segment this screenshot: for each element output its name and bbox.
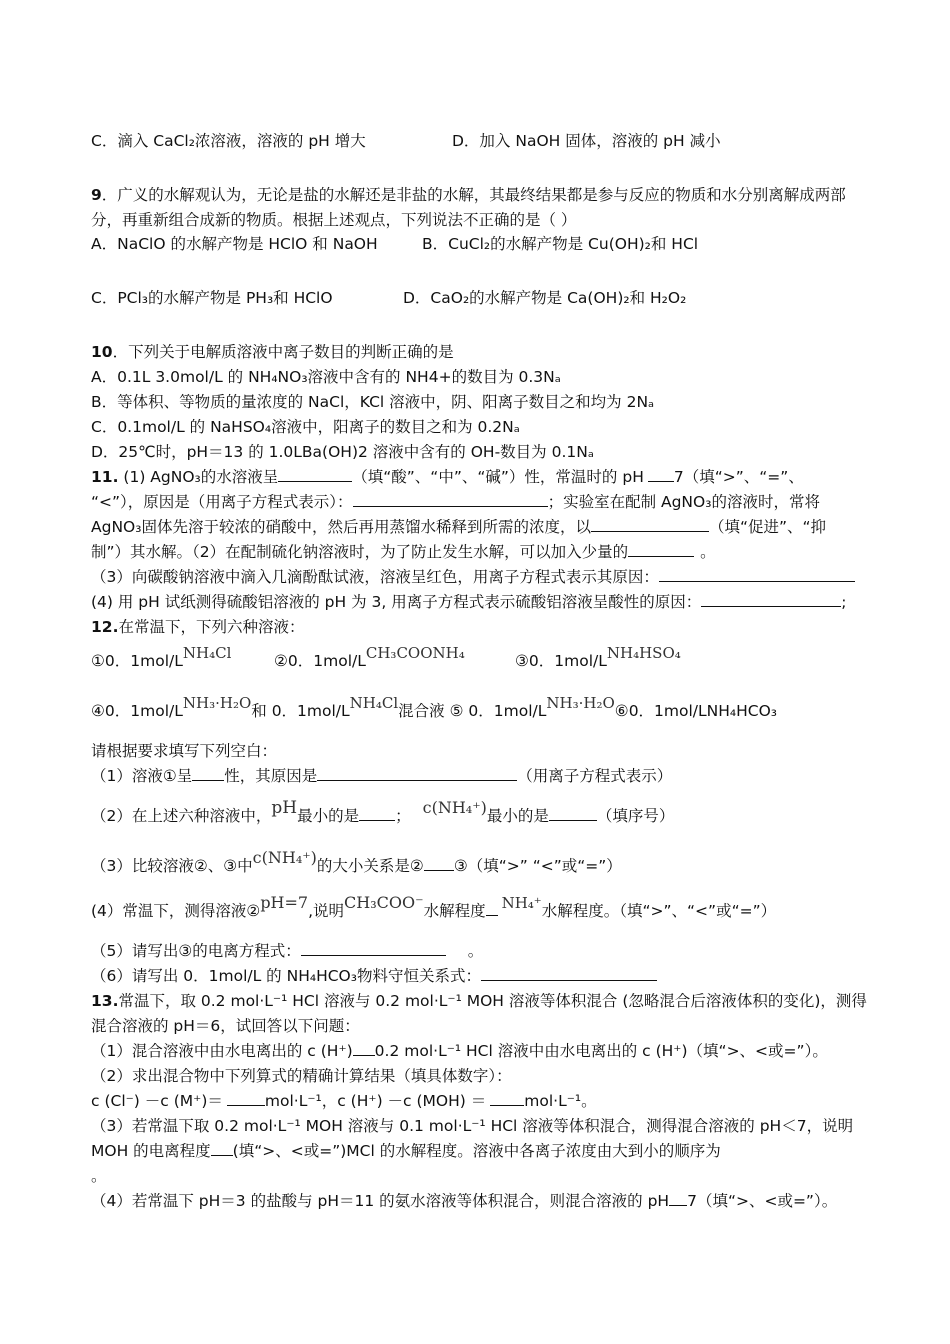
- q13-part-1: [91, 1040, 828, 1062]
- q10-stem: [91, 341, 454, 363]
- solution-4-formula-2: NH₄Cl: [349, 694, 399, 712]
- q12-part-6: [91, 965, 657, 987]
- answer-blank[interactable]: [278, 467, 352, 482]
- q10-option-b-text: B．等体积、等物质的量浓度的 NaCl，KCl 溶液中，阴、阳离子数目之和均为 2Nₐ: [91, 393, 655, 411]
- q9-option-d: [403, 287, 686, 309]
- solution-2-label: ②0．1mol/L: [274, 652, 366, 670]
- q10-option-b: [91, 391, 654, 413]
- answer-blank[interactable]: [227, 1091, 265, 1106]
- answer-blank[interactable]: [353, 492, 548, 507]
- answer-blank[interactable]: [648, 467, 674, 482]
- q10-option-c: [91, 416, 520, 438]
- q12-p6-text: （6）请写出 0．1mol/L 的 NH₄HCO₃物料守恒关系式：: [91, 967, 481, 985]
- q11-text-5: （3）向碳酸钠溶液中滴入几滴酚酞试液，溶液呈红色，用离子方程式表示其原因：: [91, 568, 659, 586]
- q13-part-2: [91, 1065, 512, 1087]
- q11-text-4a: 制”）其水解。（2）在配制硫化钠溶液时，为了防止发生水解，可以加入少量的: [91, 543, 629, 561]
- q12-p1-text-c: （用离子方程式表示）: [517, 767, 673, 785]
- q12-request: [91, 740, 277, 762]
- q11-text-6a: (4) 用 pH 试纸测得硫酸铝溶液的 pH 为 3, 用离子方程式表示硫酸铝溶液呈酸性的原因：: [91, 593, 702, 611]
- q13-p3-text-a: （3）若常温下取 0.2 mol·L⁻¹ MOH 溶液与 0.1 mol·L⁻¹ HCl 溶液等体积混合，测得混合溶液的 pH＜7，说明: [91, 1117, 854, 1135]
- answer-blank[interactable]: [301, 941, 446, 956]
- q11-number: 11.: [91, 468, 119, 486]
- solution-1-label: ①0．1mol/L: [91, 652, 183, 670]
- q10-option-d: [91, 441, 594, 463]
- q13-stem-2: [91, 1015, 360, 1037]
- q10-number: 10: [91, 343, 113, 361]
- q11-line-3: [91, 516, 826, 538]
- solution-5-label: 混合液 ⑤ 0．1mol/L: [398, 702, 547, 720]
- q9-text-1: ．广义的水解观认为，无论是盐的水解还是非盐的水解，其最终结果都是参与反应的物质和水分别离解成两部: [101, 186, 846, 204]
- q11-line-6: [91, 591, 846, 613]
- q13-p2-expr-b: mol·L⁻¹，c (H⁺) －c (MOH) ＝: [264, 1092, 487, 1110]
- q13-part-4: [91, 1190, 837, 1212]
- answer-blank[interactable]: [628, 542, 694, 557]
- q12-p5-text-b: 。: [467, 942, 484, 960]
- answer-blank[interactable]: [486, 901, 498, 916]
- q13-part-3: [91, 1115, 853, 1137]
- solution-4-text: 和 0．1mol/L: [251, 702, 350, 720]
- q13-p3-text-b: MOH 的电离程度: [91, 1142, 211, 1160]
- q13-p2-expr-c: mol·L⁻¹。: [524, 1092, 597, 1110]
- q13-p2-expr-a: c (Cl⁻) －c (M⁺)＝: [91, 1092, 223, 1110]
- q12-solution-3: [515, 644, 681, 672]
- q9-stem-2: [91, 209, 576, 231]
- option-c: C．滴入 CaCl₂浓溶液，溶液的 pH 增大: [91, 132, 366, 150]
- q11-text-1c: 7（填“>”、“=”、: [673, 468, 804, 486]
- q11-line-4: [91, 541, 716, 563]
- q9-option-d-text: D．CaO₂的水解产物是 Ca(OH)₂和 H₂O₂: [403, 289, 687, 307]
- q13-p2-text: （2）求出混合物中下列算式的精确计算结果（填具体数字）：: [91, 1067, 512, 1085]
- q11-text-4b: 。: [700, 543, 716, 561]
- q10-option-a: [91, 366, 561, 388]
- answer-blank[interactable]: [591, 517, 709, 532]
- q11-line-1: [91, 466, 804, 488]
- q11-text-3a: AgNO₃固体先溶于较浓的硝酸中，然后再用蒸馏水稀释到所需的浓度，以: [91, 518, 591, 536]
- q11-text-1a: (1) AgNO₃的水溶液呈: [123, 468, 279, 486]
- q13-p3-text-c: (填“>、<或=”)MCl 的水解程度。溶液中各离子浓度由大到小的顺序为: [232, 1142, 721, 1160]
- q12-part-2: [91, 798, 675, 827]
- q10-option-c-text: C．0.1mol/L 的 NaHSO₄溶液中，阳离子的数目之和为 0.2Nₐ: [91, 418, 520, 436]
- answer-blank[interactable]: [192, 766, 224, 781]
- q13-p1-text-a: （1）混合溶液中由水电离出的 c (H⁺): [91, 1042, 353, 1060]
- q12-p2-text-a: （2）在上述六种溶液中，: [91, 807, 272, 825]
- q12-text: 在常温下，下列六种溶液：: [118, 618, 305, 636]
- answer-blank[interactable]: [659, 567, 855, 582]
- q13-part-3-c: [91, 1165, 107, 1187]
- q12-p3-text-c: ③（填“>” “<”或“=”）: [453, 857, 622, 875]
- q10-option-d-text: D．25℃时，pH＝13 的 1.0LBa(OH)2 溶液中含有的 OH-数目为 0.1Nₐ: [91, 443, 594, 461]
- solution-4-label: ④0．1mol/L: [91, 702, 183, 720]
- ph-equals-7-formula: pH=7: [260, 893, 309, 912]
- q13-part-2-answers: [91, 1090, 597, 1112]
- solution-3-formula: NH₄HSO₄: [606, 644, 681, 662]
- solution-3-label: ③0．1mol/L: [515, 652, 607, 670]
- q12-solution-2: [274, 644, 465, 672]
- q12-stem: [91, 616, 304, 638]
- q12-part-5: [91, 940, 483, 962]
- q12-p5-text-a: （5）请写出③的电离方程式：: [91, 942, 301, 960]
- q13-p4-text-b: 7（填“>、<或=”）。: [687, 1192, 838, 1210]
- q12-p2-text-c: ；: [395, 807, 411, 825]
- option-d: D．加入 NaOH 固体，溶液的 pH 减小: [452, 132, 721, 150]
- q11-text-6b: ;: [841, 593, 847, 611]
- answer-blank[interactable]: [211, 1141, 233, 1156]
- q12-p1-text-b: 性，其原因是: [224, 767, 318, 785]
- q12-p3-text-a: （3）比较溶液②、③中: [91, 857, 253, 875]
- ammonium-concentration-formula: c(NH₄⁺): [422, 798, 487, 817]
- option-d-line: [452, 130, 721, 152]
- q9-text-2: 分，再重新组合成新的物质。根据上述观点，下列说法不正确的是（ ）: [91, 211, 577, 229]
- q13-text-1: 常温下，取 0.2 mol·L⁻¹ HCl 溶液与 0.2 mol·L⁻¹ MOH 溶液等体积混合 (忽略混合后溶液体积的变化)，测得: [118, 992, 867, 1010]
- q9-option-b: [422, 233, 698, 255]
- q12-solutions-row-1: [91, 644, 232, 672]
- q13-p4-text-a: （4）若常温下 pH＝3 的盐酸与 pH＝11 的氨水溶液等体积混合，则混合溶液的 pH: [91, 1192, 670, 1210]
- q12-request-text: 请根据要求填写下列空白：: [91, 742, 278, 760]
- ammonium-formula: NH₄⁺: [501, 894, 542, 912]
- q9-option-b-text: B．CuCl₂的水解产物是 Cu(OH)₂和 HCl: [422, 235, 699, 253]
- answer-blank[interactable]: [353, 1041, 375, 1056]
- q13-text-2: 混合溶液的 pH＝6，试回答以下问题：: [91, 1017, 360, 1035]
- q9-stem-1: [91, 184, 846, 206]
- q12-number: 12.: [91, 618, 119, 636]
- solution-4-formula: NH₃·H₂O: [182, 694, 252, 712]
- q12-p4-text-d: 水解程度。（填“>”、“<”或“=”）: [541, 902, 777, 920]
- q12-part-4: [91, 893, 777, 922]
- q13-stem-1: [91, 990, 867, 1012]
- q12-p2-text-d: 最小的是: [486, 807, 549, 825]
- q12-p2-text-b: 最小的是: [297, 807, 360, 825]
- q12-p2-text-e: （填序号）: [596, 807, 675, 825]
- q9-option-c-text: C．PCl₃的水解产物是 PH₃和 HClO: [91, 289, 333, 307]
- q12-p4-text-b: ,说明: [308, 902, 345, 920]
- q9-option-c: [91, 287, 333, 309]
- answer-blank[interactable]: [481, 966, 657, 981]
- q13-number: 13.: [91, 992, 119, 1010]
- q9-option-a-text: A．NaClO 的水解产物是 HClO 和 NaOH: [91, 235, 378, 253]
- answer-blank[interactable]: [701, 592, 841, 607]
- solution-1-formula: NH₄Cl: [182, 644, 232, 662]
- answer-blank[interactable]: [669, 1191, 687, 1206]
- q9-option-a: [91, 233, 378, 255]
- q12-p4-text-c: 水解程度: [423, 902, 486, 920]
- q11-text-2a: “<”），原因是（用离子方程式表示）：: [91, 493, 353, 511]
- q13-p3-text-d: 。: [91, 1167, 107, 1185]
- q12-part-1: [91, 765, 672, 787]
- answer-blank[interactable]: [359, 806, 395, 821]
- solution-6-label: ⑥0．1mol/LNH₄HCO₃: [614, 702, 778, 720]
- q11-text-2b: ；实验室在配制 AgNO₃的溶液时，常将: [547, 493, 820, 511]
- q9-number: 9: [91, 186, 102, 204]
- q10-text: ．下列关于电解质溶液中离子数目的判断正确的是: [112, 343, 454, 361]
- q12-p4-text-a: (4）常温下，测得溶液②: [91, 902, 261, 920]
- q10-option-a-text: A．0.1L 3.0mol/L 的 NH₄NO₃溶液中含有的 NH4+的数目为 0.3Nₐ: [91, 368, 561, 386]
- answer-blank[interactable]: [549, 806, 597, 821]
- solution-5-formula: NH₃·H₂O: [546, 694, 615, 712]
- q12-part-3: [91, 848, 622, 877]
- acetate-formula: CH₃COO⁻: [344, 893, 424, 912]
- q11-line-2: [91, 491, 820, 513]
- ammonium-concentration-formula: c(NH₄⁺): [252, 848, 317, 867]
- q11-line-5: [91, 566, 855, 588]
- q13-part-3-b: [91, 1140, 721, 1162]
- q13-p1-text-b: 0.2 mol·L⁻¹ HCl 溶液中由水电离出的 c (H⁺)（填“>、<或=”）。: [374, 1042, 828, 1060]
- ph-formula: pH: [271, 798, 298, 818]
- q11-text-1b: （填“酸”、“中”、“碱”）性，常温时的 pH: [352, 468, 644, 486]
- answer-blank[interactable]: [490, 1091, 524, 1106]
- q12-p1-text-a: （1）溶液①呈: [91, 767, 193, 785]
- answer-blank[interactable]: [317, 766, 517, 781]
- q12-p3-text-b: 的大小关系是②: [316, 857, 424, 875]
- option-c-line: [91, 130, 366, 152]
- q12-solutions-row-2: [91, 694, 778, 722]
- solution-2-formula: CH₃COONH₄: [365, 644, 465, 662]
- q11-text-3b: （填“促进”、“抑: [708, 518, 827, 536]
- answer-blank[interactable]: [424, 856, 454, 871]
